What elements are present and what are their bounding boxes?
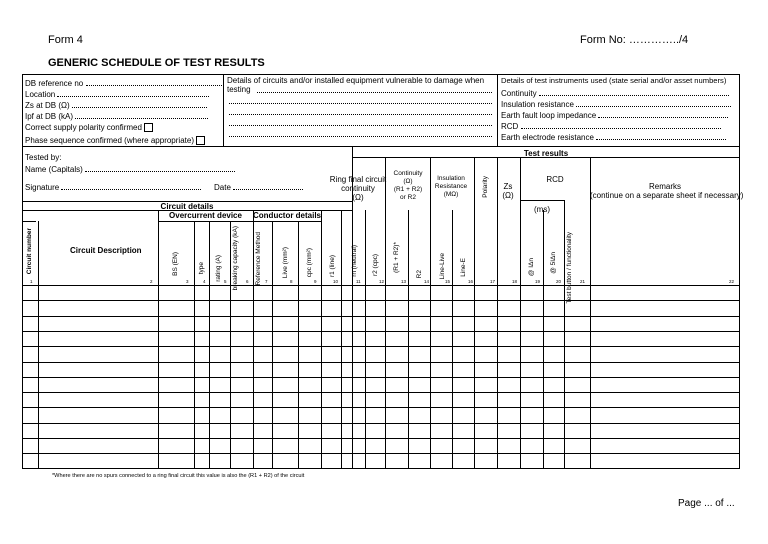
instruments-heading: Details of test instruments used (state serial and/or asset numbers) xyxy=(501,76,727,85)
table-row-line xyxy=(22,377,740,378)
table-row-line xyxy=(22,331,740,332)
col-reference-method: Reference Method xyxy=(255,232,262,286)
col-number: 18 xyxy=(512,279,518,284)
col-circuit-description: Circuit Description xyxy=(70,246,142,255)
signature-field[interactable]: Signature xyxy=(25,182,201,192)
col-line-e: Line-E xyxy=(460,258,467,277)
col-number: 10 xyxy=(333,279,339,284)
table-row-line xyxy=(22,316,740,317)
tested-by-heading: Tested by: xyxy=(25,153,62,162)
zs-heading: Zs (Ω) xyxy=(502,182,514,200)
col-number: 1 xyxy=(30,279,33,284)
col-r1-line: r1 (line) xyxy=(329,255,336,278)
phase-sequence-confirmed[interactable]: Phase sequence confirmed (where appropriate) xyxy=(25,136,205,145)
col-number: 2 xyxy=(150,279,153,284)
table-row-line xyxy=(22,300,740,301)
col-number: 9 xyxy=(314,279,317,284)
col-number: 15 xyxy=(445,279,451,284)
table-row-line xyxy=(22,438,740,439)
col-number: 11 xyxy=(356,279,361,284)
circuit-details-heading: Circuit details xyxy=(160,202,214,211)
table-row-line xyxy=(22,423,740,424)
polarity-checkbox[interactable] xyxy=(144,123,153,132)
continuity-instrument-field[interactable]: Continuity xyxy=(501,88,729,98)
col-live-mm: Live (mm²) xyxy=(282,247,289,279)
vulnerable-heading: Details of circuits and/or installed equipment vulnerable to damage when testing xyxy=(227,76,485,94)
continuity-heading: Continuity (Ω) (R1 + R2) or R2 xyxy=(393,170,423,201)
col-test-button: Test button / functionality xyxy=(566,232,573,304)
efli-instrument-field[interactable]: Earth fault loop impedance xyxy=(501,110,728,120)
table-row-line xyxy=(22,362,740,363)
col-number: 20 xyxy=(556,279,562,284)
location-field[interactable]: Location xyxy=(25,89,209,99)
col-rn-neutral: rn (neutral) xyxy=(351,245,358,277)
table-row-line xyxy=(22,407,740,408)
date-field[interactable]: Date xyxy=(214,182,303,192)
page-title: GENERIC SCHEDULE OF TEST RESULTS xyxy=(48,57,265,69)
col-number: 5 xyxy=(224,279,227,284)
phase-checkbox[interactable] xyxy=(196,136,205,145)
col-number: 19 xyxy=(535,279,541,284)
remarks-heading: Remarks (continue on a separate sheet if necessary) xyxy=(590,182,744,200)
col-rcd-idn: @ IΔn xyxy=(528,258,535,277)
col-breaking-capacity: breaking capacity (kA) xyxy=(232,226,239,291)
rcd-heading: RCD xyxy=(546,175,564,184)
col-number: 22 xyxy=(729,279,735,284)
page-number: Page ... of ... xyxy=(678,498,735,509)
table-row-line xyxy=(22,346,740,347)
earth-electrode-instrument-field[interactable]: Earth electrode resistance xyxy=(501,132,726,142)
table-row-line xyxy=(22,453,740,454)
col-number: 16 xyxy=(468,279,474,284)
col-circuit-number: Circuit number xyxy=(26,228,33,275)
polarity-confirmed[interactable]: Correct supply polarity confirmed xyxy=(25,123,153,132)
col-bs-en: BS (EN) xyxy=(172,252,179,276)
db-reference-field[interactable]: DB reference no xyxy=(25,78,222,88)
ipf-at-db-field[interactable]: Ipf at DB (kA) xyxy=(25,111,208,121)
polarity-heading: Polarity xyxy=(482,176,489,198)
insulation-instrument-field[interactable]: Insulation resistance xyxy=(501,99,731,109)
col-number: 6 xyxy=(246,279,249,284)
col-number: 4 xyxy=(203,279,206,284)
col-r1-r2: (R1 + R2)* xyxy=(393,242,400,273)
test-results-heading: Test results xyxy=(523,149,569,158)
table-row-line xyxy=(22,285,740,286)
col-r2: R2 xyxy=(416,270,423,279)
form-number: Form No: …………../4 xyxy=(580,34,689,46)
col-number: 13 xyxy=(401,279,407,284)
col-rcd-5idn: @ 5IΔn xyxy=(550,252,557,274)
zs-at-db-field[interactable]: Zs at DB (Ω) xyxy=(25,100,207,110)
col-number: 21 xyxy=(580,279,586,284)
ring-final-heading: Ring final circuit continuity (Ω) xyxy=(329,175,387,202)
conductor-heading: Conductor details xyxy=(253,211,322,220)
vulnerable-lines[interactable] xyxy=(227,84,492,144)
insulation-heading: Insulation Resistance (MΩ) xyxy=(434,175,468,198)
table-row-line xyxy=(22,392,740,393)
footnote: *Where there are no spurs connected to a ring final circuit this value is also the (R1 + R2) of the circuit xyxy=(52,473,305,479)
col-cpc-mm: cpc (mm²) xyxy=(306,248,313,278)
col-type: type xyxy=(198,262,205,275)
form-label: Form 4 xyxy=(48,34,83,46)
col-number: 12 xyxy=(379,279,385,284)
ms-heading: (ms) xyxy=(534,205,550,214)
col-number: 14 xyxy=(424,279,430,284)
col-number: 7 xyxy=(265,279,268,284)
rcd-instrument-field[interactable]: RCD xyxy=(501,121,721,131)
col-line-live: Line-Live xyxy=(439,253,446,280)
col-r2-cpc: r2 (cpc) xyxy=(372,254,379,277)
col-number: 8 xyxy=(290,279,293,284)
name-capitals-field[interactable]: Name (Capitals) xyxy=(25,164,235,174)
col-number: 17 xyxy=(490,279,496,284)
col-number: 3 xyxy=(186,279,189,284)
overcurrent-heading: Overcurrent device xyxy=(169,211,242,220)
col-rating: rating (A) xyxy=(215,255,222,282)
